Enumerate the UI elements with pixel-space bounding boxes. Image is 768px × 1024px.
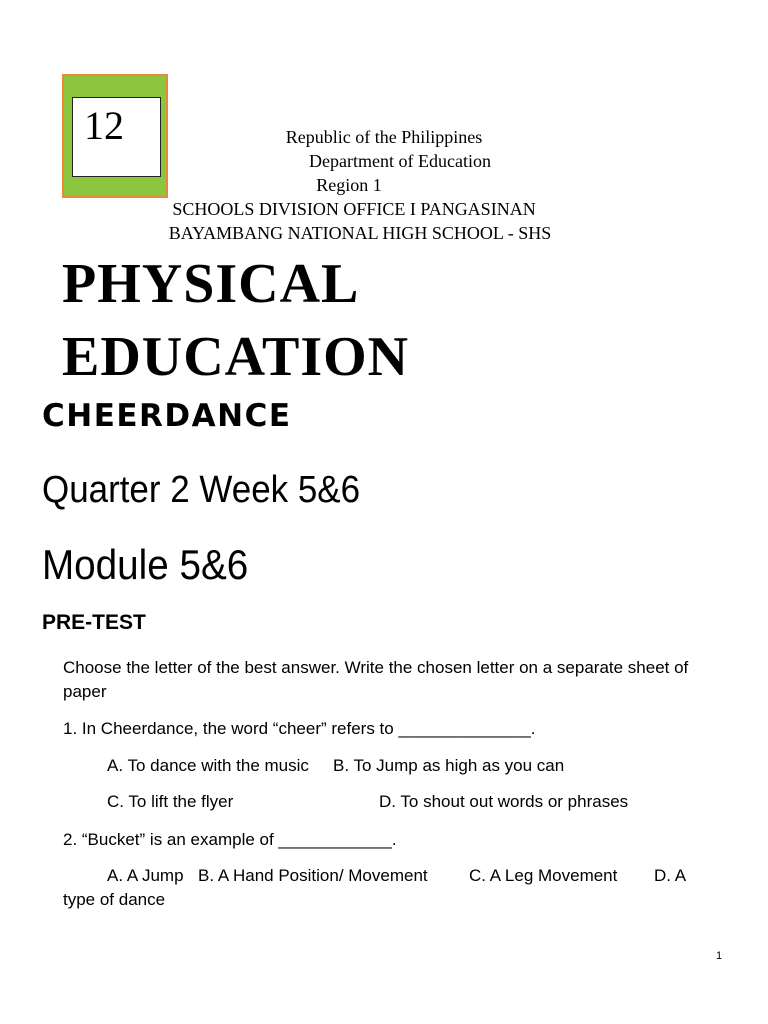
q1-option-b: B. To Jump as high as you can: [333, 756, 565, 775]
q2-option-d-continued: type of dance: [63, 890, 166, 909]
title-line-2: EDUCATION: [62, 326, 410, 388]
instructions: Choose the letter of the best answer. Write the chosen letter on a separate sheet of paper: [63, 658, 689, 701]
q2-option-b: B. A Hand Position/ Movement: [198, 866, 428, 885]
question-1: 1. In Cheerdance, the word “cheer” refers to ______________.: [63, 719, 536, 738]
grade-number: 12: [84, 103, 124, 148]
q1-option-d: D. To shout out words or phrases: [379, 792, 629, 811]
header-republic: Republic of the Philippines: [285, 127, 483, 147]
page-number: 1: [716, 950, 723, 962]
module-heading: Module 5&6: [42, 541, 249, 588]
header-division-office: SCHOOLS DIVISION OFFICE I PANGASINAN: [172, 199, 536, 219]
header-region: Region 1: [316, 175, 382, 195]
title-line-1: PHYSICAL: [62, 253, 360, 315]
q2-option-c: C. A Leg Movement: [469, 866, 618, 885]
q2-option-d: D. A: [654, 866, 687, 885]
q1-option-a: A. To dance with the music: [107, 756, 309, 775]
q1-option-c: C. To lift the flyer: [107, 792, 234, 811]
subject-heading: CHEERDANCE: [42, 398, 292, 434]
pretest-heading: PRE-TEST: [42, 611, 146, 634]
header-school: BAYAMBANG NATIONAL HIGH SCHOOL - SHS: [168, 223, 552, 243]
question-2: 2. “Bucket” is an example of ____________.: [63, 830, 397, 849]
quarter-heading: Quarter 2 Week 5&6: [42, 469, 361, 511]
q2-option-a: A. A Jump: [107, 866, 184, 885]
header-department: Department of Education: [309, 151, 491, 171]
